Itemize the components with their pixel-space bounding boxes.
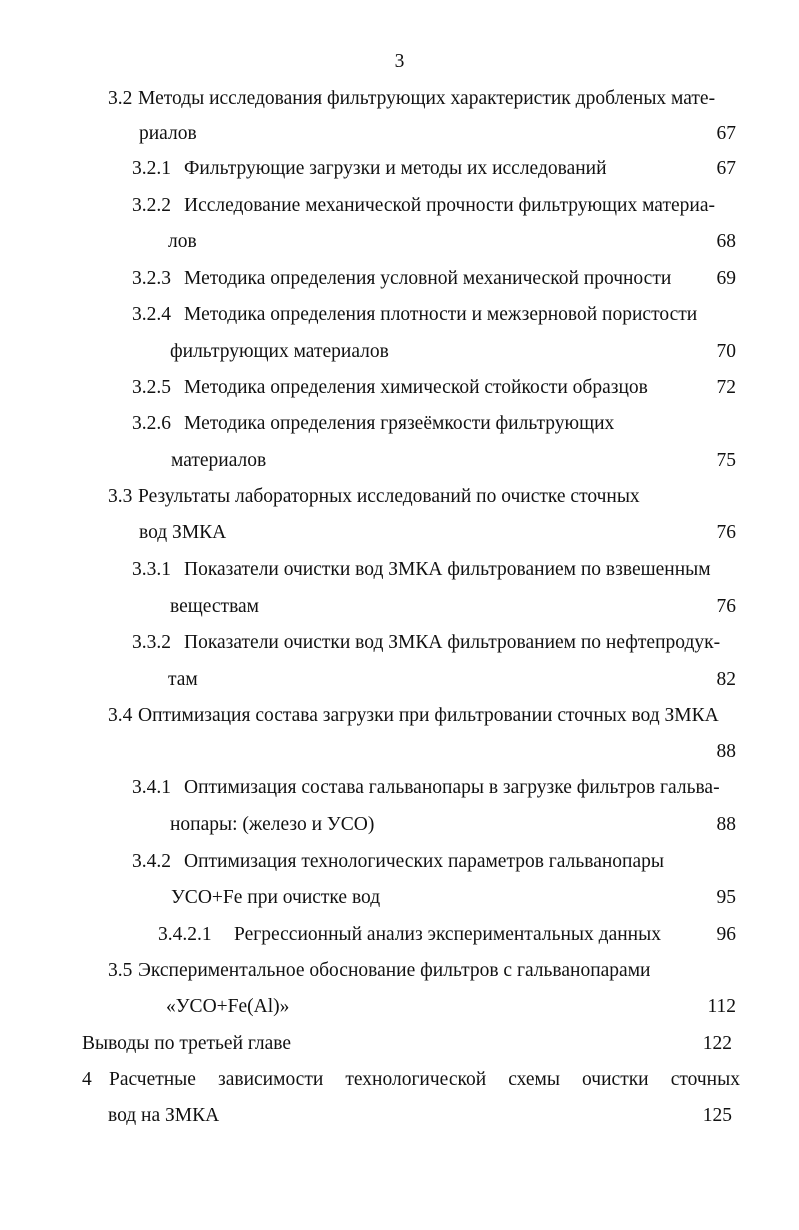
toc-number: 3.3: [108, 486, 133, 507]
toc-title-justified: [109, 1070, 740, 1090]
toc-number: 3.4: [108, 705, 133, 726]
toc-page: 68: [716, 231, 736, 252]
toc-number: 3.4.2.1: [158, 924, 212, 945]
toc-title-cont: веществам: [170, 596, 260, 617]
toc-title-cont: нопары: (железо и УСО): [170, 814, 375, 835]
toc-page: 67: [716, 123, 736, 144]
toc-title: Результаты лабораторных исследований по очистке сточных: [138, 486, 640, 507]
toc-title-cont: лов: [168, 231, 197, 252]
toc-number: 3.2.4: [132, 304, 171, 325]
toc-page: 82: [716, 669, 736, 690]
toc-page: 96: [716, 924, 736, 945]
toc-title: Методика определения условной механической прочности: [184, 268, 672, 289]
toc-word: зависимости: [218, 1069, 324, 1090]
toc-page: 88: [716, 741, 736, 762]
toc-title-cont: УСО+Fe при очистке вод: [171, 887, 381, 908]
page-number: 3: [394, 51, 405, 72]
toc-number: 3.2.6: [132, 413, 171, 434]
toc-page: 76: [716, 522, 736, 543]
toc-title: Экспериментальное обоснование фильтров с гальванопарами: [138, 960, 651, 981]
toc-page: 125: [702, 1105, 732, 1126]
toc-page: 72: [716, 377, 736, 398]
toc-number: 3.2.2: [132, 195, 171, 216]
toc-title: Методы исследования фильтрующих характеристик дробленых мате-: [138, 88, 716, 109]
toc-page: 75: [716, 450, 736, 471]
toc-number: 3.2.5: [132, 377, 171, 398]
toc-page: 69: [716, 268, 736, 289]
toc-title-cont: риалов: [139, 123, 197, 144]
toc-number: 3.5: [108, 960, 133, 981]
toc-page: 70: [716, 341, 736, 362]
toc-title: Регрессионный анализ экспериментальных данных: [234, 924, 661, 945]
toc-page: 112: [707, 996, 736, 1017]
toc-title: Методика определения химической стойкости образцов: [184, 377, 648, 398]
toc-word: схемы: [508, 1069, 560, 1090]
toc-number: 3.4.1: [132, 777, 171, 798]
toc-title-cont: «УСО+Fe(Al)»: [166, 996, 290, 1017]
toc-number: 4: [82, 1069, 92, 1090]
toc-number: 3.4.2: [132, 851, 171, 872]
toc-title-cont: фильтрующих материалов: [170, 341, 389, 362]
toc-number: 3.3.1: [132, 559, 171, 580]
toc-title: Показатели очистки вод ЗМКА фильтрованием по взвешенным: [184, 559, 711, 580]
toc-title: Фильтрующие загрузки и методы их исследований: [184, 158, 607, 179]
toc-word: Расчетные: [109, 1069, 196, 1090]
toc-number: 3.2.1: [132, 158, 171, 179]
toc-number: 3.2: [108, 88, 133, 109]
toc-title: Показатели очистки вод ЗМКА фильтрованием по нефтепродук-: [184, 632, 721, 653]
toc-title-cont: там: [168, 669, 198, 690]
toc-title: Методика определения грязеёмкости фильтрующих: [184, 413, 615, 434]
toc-title: Исследование механической прочности фильтрующих материа-: [184, 195, 715, 216]
toc-title: Оптимизация состава загрузки при фильтровании сточных вод ЗМКА: [138, 705, 719, 726]
toc-title: Оптимизация состава гальванопары в загрузке фильтров гальва-: [184, 777, 720, 798]
toc-word: сточных: [670, 1069, 740, 1090]
toc-page: 88: [716, 814, 736, 835]
toc-number: 3.3.2: [132, 632, 171, 653]
toc-word: технологической: [345, 1069, 487, 1090]
toc-title: Выводы по третьей главе: [82, 1033, 292, 1054]
toc-title-cont: материалов: [171, 450, 267, 471]
toc-title: Оптимизация технологических параметров гальванопары: [184, 851, 664, 872]
toc-page: 122: [702, 1033, 732, 1054]
toc-number: 3.2.3: [132, 268, 171, 289]
toc-title-cont: вод на ЗМКА: [108, 1105, 220, 1126]
toc-page: 95: [716, 887, 736, 908]
toc-word: очистки: [582, 1069, 649, 1090]
toc-title: Методика определения плотности и межзерновой пористости: [184, 304, 698, 325]
toc-title-cont: вод ЗМКА: [139, 522, 227, 543]
toc-page: 67: [716, 158, 736, 179]
toc-page: 76: [716, 596, 736, 617]
